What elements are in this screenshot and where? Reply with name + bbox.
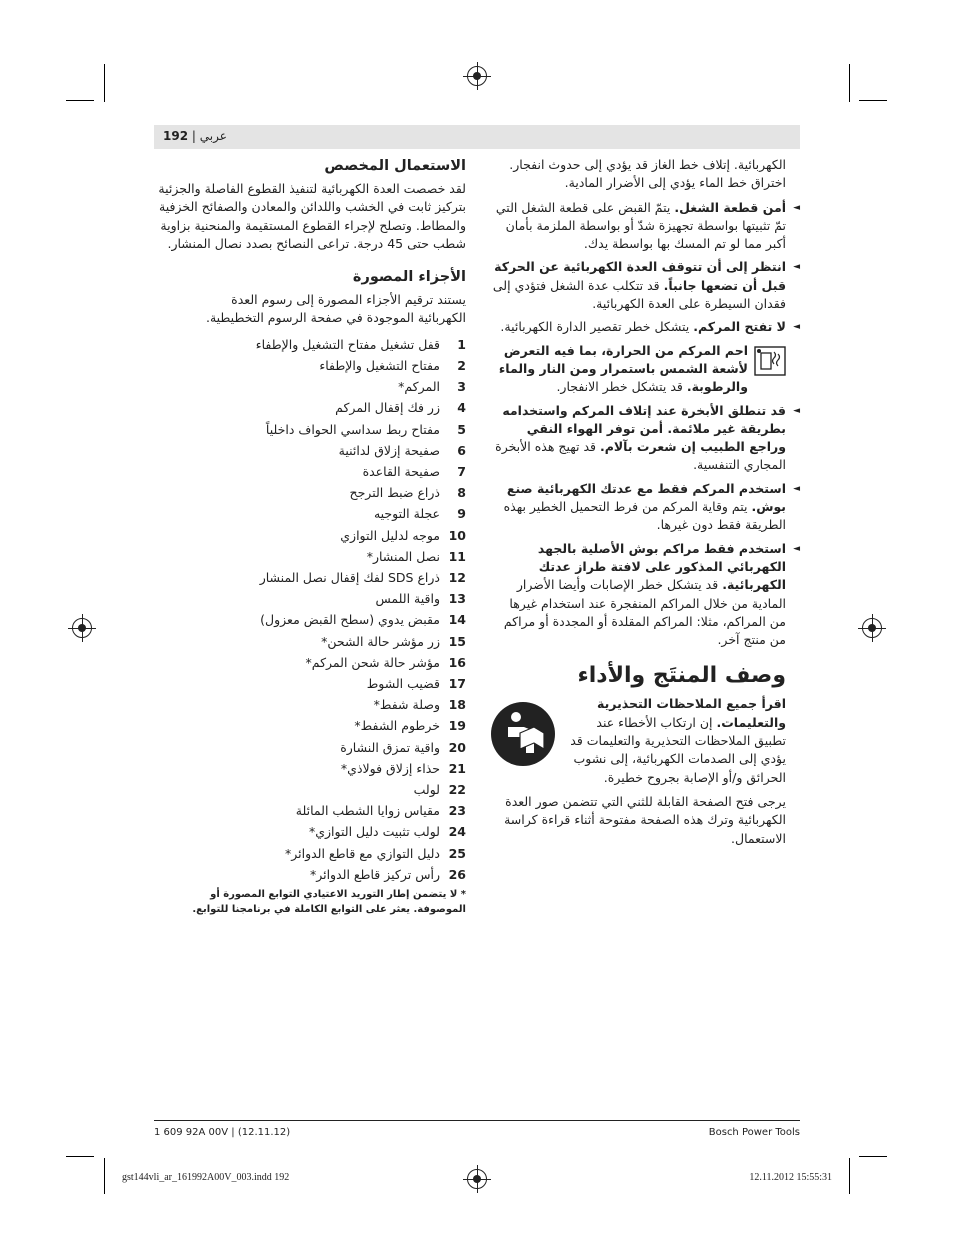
intro-text: الكهربائية. إتلاف خط الغاز قد يؤدي إلى حدوث انفجار. اختراق خط الماء يؤدي إلى الأضرار المادية. [509, 157, 786, 191]
part-label: مفتاح التشغيل والإطفاء [319, 357, 440, 373]
part-number: 22 [448, 782, 466, 798]
parts-list-item [156, 588, 466, 609]
part-label: صفيحة القاعدة [362, 464, 440, 479]
part-number: 15 [448, 633, 466, 649]
crop-mark [849, 64, 850, 102]
parts-intro: يستند ترقيم الأجزاء المصورة إلى رسوم العدة الكهربائية الموجودة في صفحة الرسوم التخطيطية. [205, 292, 466, 326]
fold-out-text: يرجى فتح الصفحة القابلة للثني التي تتضمن صور العدة الكهربائية وترك هذه الصفحة مفتوحة أثناء قراءة كراسة الاستعمال. [504, 793, 786, 846]
read-manual-icon [490, 701, 556, 767]
part-number: 9 [457, 506, 466, 522]
parts-list-item [156, 843, 466, 864]
part-label: زر مؤشر حالة الشحن* [321, 633, 440, 649]
registration-mark-icon [862, 618, 882, 638]
parts-list-item [156, 631, 466, 652]
part-number: 12 [448, 570, 466, 586]
parts-list-item [156, 397, 466, 418]
part-label: مؤشر حالة شحن المركم* [305, 654, 440, 670]
doc-code: 1 609 92A 00V | (12.11.12) [154, 1127, 291, 1138]
parts-list-item [156, 482, 466, 503]
parts-list-item [156, 715, 466, 736]
usage-title: الاستعمال المخصص [324, 158, 466, 174]
parts-list-item [156, 652, 466, 673]
part-label: ذراع SDS لفك إقفال نصل المنشار [259, 570, 440, 586]
registration-mark-icon [72, 618, 92, 638]
part-label: مقياس زوايا الشطب المائلة [295, 803, 440, 819]
part-label: واقية اللمس [375, 591, 440, 607]
part-number: 21 [448, 760, 466, 776]
safety-bullet: أمن قطعة الشغل. يتمّ القبض على قطعة الشغل التي تمّ تثبيتها بواسطة تجهيزة شدّ أو بواسطة الملزمة بأمان أكبر مما لو تم المسك بها بواسطة يدك. ◄ [490, 199, 786, 254]
parts-list-item [156, 419, 466, 440]
part-number: 24 [448, 824, 466, 840]
brand-label: Bosch Power Tools [708, 1127, 800, 1138]
part-label: قفل تشغيل مفتاح التشغيل والإطفاء [255, 336, 440, 352]
parts-list-item [156, 355, 466, 376]
crop-mark [104, 1158, 105, 1194]
part-number: 23 [448, 803, 466, 819]
crop-mark [104, 64, 105, 102]
part-number: 18 [448, 697, 466, 713]
part-label: عجلة التوجيه [373, 506, 440, 522]
slug-file: gst144vli_ar_161992A00V_003.indd 192 [122, 1172, 290, 1183]
usage-text: لقد خصصت العدة الكهربائية لتنفيذ القطوع الفاصلة والجزئية بتركيز ثابت في الخشب واللدائن والمعادن والصفائح الخزفية والمطاط. وتصلح لإجراء القطوع المستقيمة والمنحنية بزاوية شطب حتى 45 درجة. تراعى النصائح بصدد نصال المنشار. [158, 181, 466, 251]
safety-bullet: استخدم فقط مراكم بوش الأصلية بالجهد الكهربائي المذكور على لافتة طراز عدتك الكهربائية. قد يتشكل خطر الإصابات وأيضا الأضرار المادية من خلال المراكم المنفجرة عند استخدام غيرها من المراكم، مثلا: المراكم المقلدة أو المجددة أو مراكم من منتج آخر. ◄ [490, 540, 786, 650]
page-number: 192 [163, 129, 189, 143]
parts-list-item [156, 737, 466, 758]
parts-title: الأجزاء المصورة [352, 269, 466, 286]
part-number: 1 [457, 336, 466, 352]
part-number: 6 [457, 442, 466, 458]
heat-warning: احم المركم من الحرارة، بما فيه التعرض لأشعة الشمس باستمرار ومن النار والماء والرطوبة. قد يتشكل خطر الانفجار. [486, 342, 786, 397]
crop-mark [849, 1158, 850, 1194]
part-label: زر فك إقفال المركم [335, 400, 440, 416]
part-number: 26 [448, 866, 466, 882]
footnote: * لا يتضمن إطار التوريد الاعتيادي التوابع المصورة أو الموصوفة. يعثر على التوابع الكاملة في برنامجنا للتوابع. [192, 889, 466, 916]
parts-list-item [156, 525, 466, 546]
right-column [490, 156, 786, 854]
parts-list-item [156, 546, 466, 567]
crop-mark [66, 100, 94, 101]
part-label: لولب [413, 782, 440, 798]
part-number: 16 [448, 654, 466, 670]
read-warning: اقرأ جميع الملاحظات التحذيرية والتعليمات. إن ارتكاب الأخطاء عند تطبيق الملاحظات التحذيرية والتعليمات قد يؤدي إلى الصدمات الكهربائية، إلى نشوب الحرائق و/أو الإصابة بجروح خطيرة. [490, 695, 786, 786]
slug-date: 12.11.2012 15:55:31 [749, 1172, 832, 1183]
part-number: 4 [457, 400, 466, 416]
parts-list-item [156, 609, 466, 630]
parts-list-item [156, 461, 466, 482]
parts-list-item [156, 864, 466, 885]
part-number: 3 [457, 379, 466, 395]
parts-list-item [156, 673, 466, 694]
parts-list-item [156, 503, 466, 524]
part-label: حذاء إزلاق فولاذي* [340, 760, 440, 776]
part-label: واقية تمزق النشارة [340, 739, 440, 755]
safety-bullet: قد تنطلق الأبخرة عند إتلاف المركم واستخدامه بطريقة غير ملائمة. أمن توفر الهواء النقي وراجع الطبيب إن شعرت بآلام. قد تهيج هذه الأبخرة المجاري التنفسية. ◄ [490, 402, 786, 475]
part-number: 2 [457, 357, 466, 373]
part-label: ذراع ضبط الترجح [349, 485, 440, 501]
parts-list-item [156, 800, 466, 821]
part-label: قضيب الشوط [366, 676, 440, 692]
part-number: 7 [457, 464, 466, 479]
part-number: 14 [448, 612, 466, 628]
registration-mark-icon [467, 1169, 487, 1189]
part-label: رأس تركيز قاطع الدوائر* [309, 866, 440, 882]
part-label: مقبض يدوي (سطح القبض معزول) [260, 612, 440, 628]
parts-list-item [156, 567, 466, 588]
part-number: 8 [457, 485, 466, 501]
part-label: مفتاح ربط سداسي الحواف داخلياً [265, 421, 440, 437]
part-number: 19 [448, 718, 466, 734]
part-number: 10 [448, 527, 466, 543]
parts-list-item [156, 779, 466, 800]
crop-mark [66, 1156, 94, 1157]
registration-mark-icon [467, 66, 487, 86]
footer-rule [154, 1120, 800, 1121]
parts-list-item [156, 440, 466, 461]
part-label: نصل المنشار* [366, 548, 440, 564]
part-number: 13 [448, 591, 466, 607]
crop-mark [859, 100, 887, 101]
part-label: صفيحة إزلاق لدائنية [338, 442, 440, 458]
part-label: خرطوم الشفط* [354, 718, 440, 734]
parts-list-item [156, 758, 466, 779]
page-header-bar [154, 125, 800, 149]
page-header: 192 | عربي [163, 129, 227, 143]
safety-bullet: لا تفتح المركم. يتشكل خطر تقصير الدارة الكهربائية. ◄ [490, 318, 786, 336]
part-number: 17 [448, 676, 466, 692]
part-number: 5 [457, 421, 466, 437]
language-label: عربي [199, 129, 227, 143]
part-label: المركم* [398, 379, 440, 395]
part-number: 11 [448, 548, 466, 564]
parts-list-item [156, 376, 466, 397]
part-label: لولب تثبيت دليل التوازي* [308, 824, 440, 840]
safety-bullet: انتظر إلى أن تتوقف العدة الكهربائية عن الحركة قبل أن تضعها جانباً. قد تتكلب عدة الشغل فتؤدي إلى فقدان السيطرة على العدة الكهربائية. ◄ [490, 258, 786, 313]
part-label: دليل التوازي مع قاطع الدوائر* [284, 845, 440, 861]
part-number: 25 [448, 845, 466, 861]
crop-mark [859, 1156, 887, 1157]
parts-list-item [156, 694, 466, 715]
safety-bullet: استخدم المركم فقط مع عدتك الكهربائية صنع بوش. يتم وقاية المركم من فرط التحميل الخطير بهذه الطريقة فقط دون غيرها. ◄ [490, 480, 786, 535]
parts-list-item [156, 334, 466, 355]
parts-list-item [156, 821, 466, 842]
part-number: 20 [448, 739, 466, 755]
section-title: وصف المنتَج والأداء [577, 663, 786, 689]
part-label: وصلة شفط* [373, 697, 440, 713]
part-label: موجه لدليل التوازي [340, 527, 440, 543]
left-column [156, 156, 466, 917]
parts-list [156, 334, 466, 885]
heat-warning-icon [754, 346, 786, 376]
